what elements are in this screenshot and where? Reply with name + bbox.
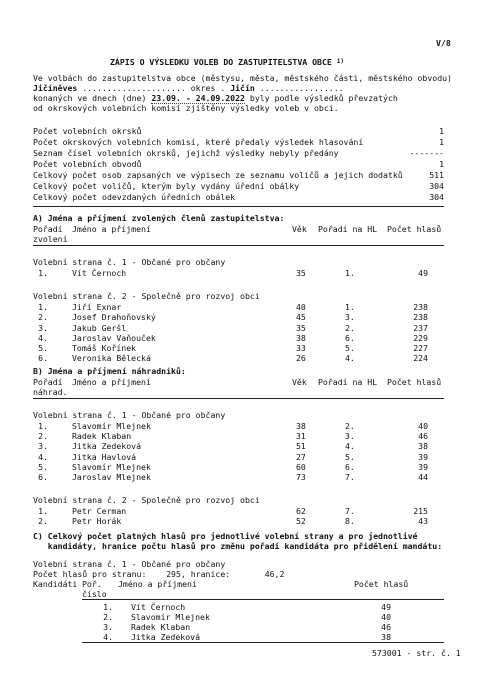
row-age: 31 <box>296 431 306 442</box>
section-c-heading-2: kandidáty, hranice počtu hlasů pro změnu pořadí kandidáta pro přidělení mandátu: <box>33 541 443 551</box>
party-heading: Volební strana č. 2 - Společně pro rozvoj obci <box>33 495 260 506</box>
row-age: 35 <box>296 322 306 333</box>
row-votes: 227 <box>413 343 428 353</box>
summary-label: Seznam čísel volebních okrsků, jejichž výsledky nebyly předány <box>33 148 339 158</box>
candidate-order: 3. <box>103 622 113 632</box>
summary-value: ------- <box>409 148 444 158</box>
intro-dates-suffix: byly podle výsledků převzatých <box>249 93 398 103</box>
divider <box>33 398 444 399</box>
row-votes: 238 <box>413 302 428 313</box>
section-b-col-name: Jméno a příjmení <box>72 377 151 387</box>
section-a-col-name: Jméno a příjmení <box>72 224 151 234</box>
intro-line-2: Jičíněves ..................... okres . Jičín ................. <box>33 83 344 93</box>
section-a-heading: A) Jména a příjmení zvolených členů zastupitelstva: <box>33 213 285 223</box>
section-c-col-cand: Kandidáti <box>33 579 78 589</box>
row-order: 4. <box>38 332 48 343</box>
row-order: 2. <box>38 516 48 527</box>
row-votes: 215 <box>413 506 428 517</box>
row-votes: 43 <box>418 516 428 527</box>
row-hl-order: 4. <box>345 441 355 452</box>
party-heading: Volební strana č. 1 - Občané pro občany <box>33 410 226 420</box>
summary-value: 1 <box>439 126 444 136</box>
row-order: 1. <box>38 421 48 431</box>
candidate-votes: 38 <box>381 632 391 642</box>
summary-label: Celkový počet osob zapsaných ve výpisech ze seznamu voličů a jejich dodatků <box>33 170 403 180</box>
summary-label: Celkový počet odevzdaných úředních obálek <box>33 192 236 202</box>
row-votes: 238 <box>413 312 428 323</box>
row-age: 26 <box>296 353 306 364</box>
row-name: Jakub Geršl <box>72 322 127 333</box>
section-b-col-order: Pořadí <box>33 377 63 387</box>
row-hl-order: 3. <box>345 431 355 442</box>
row-hl-order: 8. <box>345 516 355 527</box>
row-age: 33 <box>296 343 306 353</box>
candidate-name: Slavomír Mlejnek <box>131 612 210 622</box>
party-votes-label: Počet hlasů pro stranu: <box>33 569 147 579</box>
row-votes: 46 <box>418 431 428 442</box>
candidate-order: 4. <box>103 632 113 642</box>
row-name: Josef Drahoňovský <box>72 312 156 323</box>
row-votes: 49 <box>418 268 428 278</box>
row-age: 73 <box>296 472 306 482</box>
section-c-col-name: Jméno a příjmení <box>118 579 197 589</box>
row-age: 38 <box>296 421 306 431</box>
row-name: Jitka Havlová <box>72 451 137 462</box>
row-votes: 229 <box>413 332 428 343</box>
section-a-col-age: Věk <box>292 224 307 234</box>
row-age: 60 <box>296 461 306 472</box>
row-hl-order: 5. <box>345 451 355 462</box>
row-hl-order: 3. <box>345 312 355 323</box>
intro-line-1: Ve volbách do zastupitelstva obce (městysu, města, městského části, městského obvodu) <box>33 73 452 83</box>
section-b-col-votes: Počet hlasů <box>387 377 442 387</box>
limit-value: 46,2 <box>264 569 285 579</box>
divider <box>33 245 444 246</box>
intro-line-4: od okrskových volebních komisí zjištěny výsledky voleb v obci. <box>33 103 339 113</box>
row-name: Slavomír Mlejnek <box>72 461 151 472</box>
section-b-col-order-2: náhrad. <box>33 387 68 397</box>
candidate-name: Vít Černoch <box>131 602 186 612</box>
row-order: 2. <box>38 312 48 323</box>
row-age: 62 <box>296 506 306 517</box>
section-c-col-votes: Počet hlasů <box>354 579 409 589</box>
row-age: 51 <box>296 441 306 452</box>
document-title <box>110 57 344 67</box>
row-hl-order: 2. <box>345 322 355 333</box>
page-code: V/8 <box>436 38 451 48</box>
summary-label: Počet volebních obvodů <box>33 159 142 169</box>
row-name: Petr Horák <box>72 516 122 527</box>
summary-value: 1 <box>439 137 444 147</box>
row-name: Vít Černoch <box>72 268 127 278</box>
candidate-votes: 49 <box>381 602 391 612</box>
row-name: Tomáš Kořínek <box>72 343 137 353</box>
candidate-votes: 46 <box>381 622 391 632</box>
row-order: 6. <box>38 472 48 482</box>
section-c-votes-line: Počet hlasů pro stranu: 295, hranice: 46,2 <box>33 569 285 579</box>
summary-label: Celkový počet voličů, kterým byly vydány úřední obálky <box>33 181 300 191</box>
divider <box>82 599 444 600</box>
page-footer: 573001 - str. č. 1 <box>372 648 461 658</box>
row-name: Jitka Zedeková <box>72 441 142 452</box>
row-hl-order: 7. <box>345 506 355 517</box>
row-votes: 224 <box>413 353 428 364</box>
row-age: 52 <box>296 516 306 527</box>
election-dates: 23.09. - 24.09.2022 <box>151 93 245 103</box>
candidate-name: Jitka Zedeková <box>131 632 201 642</box>
row-order: 3. <box>38 441 48 452</box>
section-b-heading: B) Jména a příjmení náhradníků: <box>33 366 186 376</box>
row-age: 35 <box>296 268 306 278</box>
row-votes: 44 <box>418 472 428 482</box>
municipality-name: Jičíněves <box>33 83 78 93</box>
okres-name: Jičín <box>230 83 255 93</box>
summary-value: 304 <box>429 192 444 202</box>
row-name: Jiří Exnar <box>72 302 122 313</box>
row-age: 40 <box>296 302 306 313</box>
row-order: 5. <box>38 343 48 353</box>
row-age: 38 <box>296 332 306 343</box>
candidate-votes: 40 <box>381 612 391 622</box>
row-votes: 39 <box>418 451 428 462</box>
candidate-order: 2. <box>103 612 113 622</box>
divider <box>33 206 444 207</box>
summary-label: Počet okrskových volebních komisí, které předaly výsledek hlasování <box>33 137 364 147</box>
row-order: 6. <box>38 353 48 364</box>
summary-label: Počet volebních okrsků <box>33 126 142 136</box>
row-hl-order: 5. <box>345 343 355 353</box>
row-order: 1. <box>38 506 48 517</box>
row-order: 1. <box>38 302 48 313</box>
row-hl-order: 7. <box>345 472 355 482</box>
row-hl-order: 1. <box>345 268 355 278</box>
section-a-col-order: Pořadí <box>33 224 63 234</box>
party-heading: Volební strana č. 1 - Občané pro občany <box>33 257 226 267</box>
title-footnote: 1) <box>336 58 344 65</box>
row-age: 27 <box>296 451 306 462</box>
section-b-col-age: Věk <box>292 377 307 387</box>
row-votes: 40 <box>418 421 428 431</box>
section-c-col-por-2: číslo <box>82 589 107 599</box>
row-order: 3. <box>38 322 48 333</box>
section-c-party: Volební strana č. 1 - Občané pro občany <box>33 559 226 569</box>
row-hl-order: 4. <box>345 353 355 364</box>
section-b-col-hl: Pořadí na HL <box>318 377 378 387</box>
row-votes: 39 <box>418 461 428 472</box>
section-c-heading-1: C) Celkový počet platných hlasů pro jednotlivé volební strany a pro jednotlivé <box>33 531 418 541</box>
row-name: Jaroslav Mlejnek <box>72 472 151 482</box>
row-order: 4. <box>38 451 48 462</box>
row-age: 45 <box>296 312 306 323</box>
candidate-order: 1. <box>103 602 113 612</box>
party-votes: 295 <box>166 569 181 579</box>
row-order: 5. <box>38 461 48 472</box>
okres-label: okres <box>190 83 216 93</box>
row-name: Veronika Bělecká <box>72 353 151 364</box>
row-name: Slavomír Mlejnek <box>72 421 151 431</box>
divider <box>82 642 444 643</box>
intro-dates-prefix: konaných ve dnech (dne) <box>33 93 147 103</box>
row-votes: 38 <box>418 441 428 452</box>
row-hl-order: 1. <box>345 302 355 313</box>
row-votes: 237 <box>413 322 428 333</box>
row-order: 2. <box>38 431 48 442</box>
row-order: 1. <box>38 268 48 278</box>
summary-value: 304 <box>429 181 444 191</box>
candidate-name: Radek Klaban <box>131 622 191 632</box>
section-a-col-hl: Pořadí na HL <box>318 224 378 234</box>
summary-value: 1 <box>439 159 444 169</box>
party-heading: Volební strana č. 2 - Společně pro rozvoj obci <box>33 291 260 302</box>
intro-line-3 <box>33 93 398 103</box>
row-name: Petr Cerman <box>72 506 127 517</box>
limit-label: hranice: <box>190 569 231 579</box>
title-text: ZÁPIS O VÝSLEDKU VOLEB DO ZASTUPITELSTVA OBCE <box>110 57 332 67</box>
section-a-col-votes: Počet hlasů <box>387 224 442 234</box>
row-name: Radek Klaban <box>72 431 132 442</box>
row-hl-order: 6. <box>345 461 355 472</box>
row-hl-order: 6. <box>345 332 355 343</box>
row-hl-order: 2. <box>345 421 355 431</box>
section-c-col-por: Poř. <box>82 579 102 589</box>
section-a-col-order-2: zvolení <box>33 234 68 244</box>
row-name: Jaroslav Vaňouček <box>72 332 156 343</box>
summary-value: 511 <box>429 170 444 180</box>
